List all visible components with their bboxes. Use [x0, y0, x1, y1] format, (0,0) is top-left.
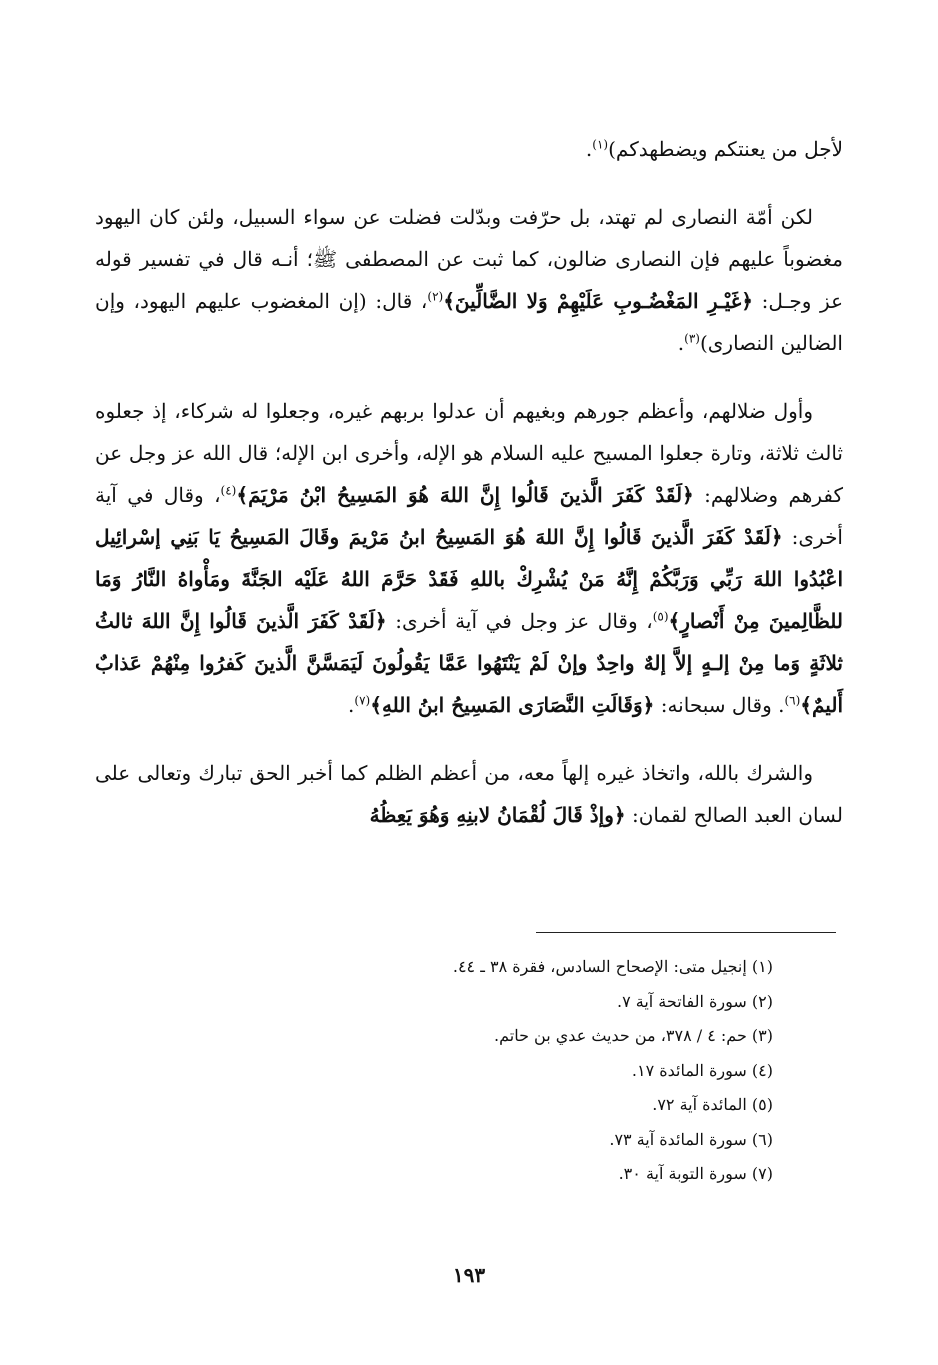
text-run: وأول ضلالهم، وأعظم جورهم وبغيهم أن عدلوا بربهم غيره، وجعلوا له شركاء، إذ جعلوه ثالث ثلاثة، وتارة جعلوا المسيح عليه السلام هو الإله، وأخرى ابن الإله؛ قال الله عز وجل عن كفرهم وضلالهم: [95, 399, 844, 507]
quran-verse: ﴿لَقَدْ كَفَرَ الَّذينَ قَالُوا إِنَّ اللهَ ثالثُ ثلاثَةٍ وَما مِنْ إلـهٍ إلاَّ إلهٌ واحِدٌ وإنْ لَمْ يَنْتَهُوا عَمَّا يَقُولُونَ لَيَمَسَّنَّ الَّذينَ كَفرُوا مِنْهُمْ عَذابٌ أَليمٌ﴾ [95, 609, 843, 717]
footnote-marker: (٢) [427, 289, 444, 304]
footnote-item: (٤) سورة المائدة ١٧. [631, 1060, 773, 1080]
paragraph [95, 196, 843, 364]
paragraph [95, 128, 843, 170]
footnote-item: (٧) سورة التوبة آية ٣٠. [618, 1164, 773, 1183]
text-run: لكن أمّة النصارى لم تهتد، بل حرّفت وبدّلت فضلت عن سواء السبيل، ولئن كان اليهود مغضوباً عليهم فإن النصارى ضالون، كما ثبت عن المصطفى ﷺ؛ أنـه قال في تفسير قوله عز وجـل: [95, 205, 844, 313]
footnotes-list [213, 950, 773, 1192]
footnote-item: (٢) سورة الفاتحة آية ٧. [616, 991, 773, 1011]
text-run: . وقال سبحانه: [654, 693, 785, 717]
text-run: لأجل من يعنتكم ويضطهدكم) [608, 137, 843, 161]
quran-verse: ﴿لَقَدْ كَفَرَ الَّذينَ قَالُوا إِنَّ اللهَ هُوَ المَسِيحُ ابنُ مَرْيمَ وقَالَ المَسِيحُ يَا بَنِي إسْرائِيل اعْبُدُوا اللهَ رَبِّي وَرَبَّكُمْ إِنَّهُ مَنْ يُشْرِكْ باللهِ فَقَدْ حَرَّمَ اللهُ عَلَيْه الجَنَّةَ ومَأْواهُ النَّارُ وَمَا للظَّالِمينَ مِنْ أَنْصارٍ﴾ [95, 525, 843, 633]
paragraph [95, 390, 843, 726]
footnote-item: (٦) سورة المائدة آية ٧٣. [609, 1129, 773, 1149]
paragraph [95, 752, 843, 836]
footnote-marker: (٦) [784, 693, 801, 708]
text-run: والشرك بالله، واتخاذ غيره إلهاً معه، من أعظم الظلم كما أخبر الحق تبارك وتعالى على لسان العبد الصالح لقمان: [95, 761, 843, 827]
text-run: . [585, 137, 593, 161]
quran-verse: ﴿وإذْ قَالَ لُقْمَانُ لابنِهِ وَهُوَ يَعِظُهُ [369, 803, 626, 827]
footnote-separator [536, 932, 836, 933]
text-run: ، وقال في آية أخرى: [95, 483, 843, 549]
page-number: ١٩٣ [452, 1263, 486, 1287]
text-run: . [677, 331, 685, 355]
footnote-marker: (٣) [684, 331, 700, 346]
footnote-marker: (٥) [652, 609, 669, 624]
footnote-item: (٣) حم: ٤ / ٣٧٨، من حديث عدي بن حاتم. [494, 1026, 773, 1045]
quran-verse: ﴿غَيْـرِ المَغْضُـوبِ عَلَيْهِمْ وَلا الضَّالِّينَ﴾ [443, 289, 753, 313]
text-run: ، قال: (إن المغضوب عليهم اليهود، وإن الضالين النصارى) [95, 289, 843, 355]
footnote-item: (١) إنجيل متى: الإصحاح السادس، فقرة ٣٨ ـ ٤٤. [452, 957, 773, 976]
footnote-marker: (٤) [220, 483, 237, 498]
footnote-marker: (٧) [354, 693, 371, 708]
quran-verse: ﴿لَقَدْ كَفَرَ الَّذينَ قَالُوا إِنَّ اللهَ هُوَ المَسِيحُ ابْنُ مَرْيَمَ﴾ [236, 483, 694, 507]
quran-verse: ﴿وَقَالَتِ النَّصَارَى المَسِيحُ ابنُ اللهِ﴾ [370, 693, 655, 717]
text-run: ، وقال عز وجل في آية أخرى: [386, 609, 653, 633]
text-run: . [348, 693, 355, 717]
footnote-marker: (١) [592, 137, 609, 152]
main-text [95, 128, 843, 862]
footnote-item: (٥) المائدة آية ٧٢. [652, 1095, 773, 1114]
